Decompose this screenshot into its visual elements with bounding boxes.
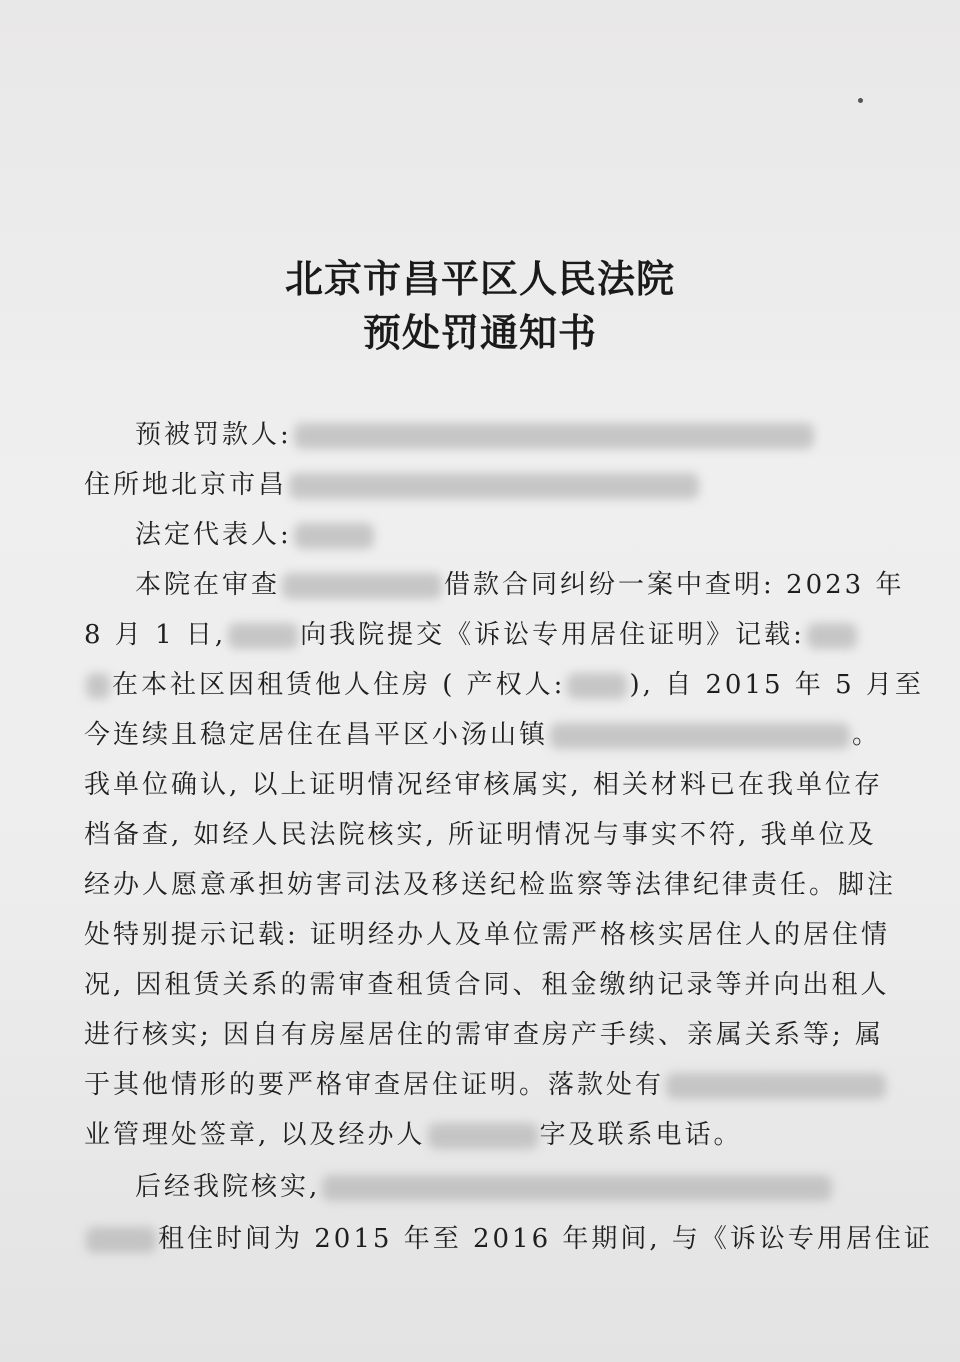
body-line <box>84 718 882 752</box>
line-text: 向我院提交《诉讼专用居住证明》记载: <box>300 620 805 650</box>
redaction-blur <box>567 673 627 699</box>
line-text: 预被罚款人: <box>135 420 292 450</box>
redaction-blur <box>228 623 298 649</box>
line-text: 今连续且稳定居住在昌平区小汤山镇 <box>84 720 549 750</box>
body-line <box>84 1118 874 1152</box>
body-line: 经办人愿意承担妨害司法及移送纪检监察等法律纪律责任。脚注 <box>84 870 897 900</box>
speck-mark <box>858 98 863 103</box>
redaction-blur <box>666 1073 886 1099</box>
body-line <box>84 668 924 702</box>
line-text: ), 自 2015 年 5 月至 <box>629 670 924 700</box>
body-line: 进行核实; 因自有房屋居住的需审查房产手续、亲属关系等; 属 <box>84 1020 885 1050</box>
line-text: 本院在审查 <box>135 570 281 600</box>
redaction-blur <box>550 723 850 749</box>
body-line <box>135 418 925 452</box>
redaction-blur <box>807 623 857 649</box>
body-line <box>84 1222 933 1256</box>
redaction-blur <box>322 1175 832 1201</box>
line-text: 在本社区因租赁他人住房 ( 产权人: <box>112 670 566 700</box>
body-line: 况, 因租赁关系的需审查租赁合同、租金缴纳记录等并向出租人 <box>84 970 890 1000</box>
body-line <box>84 1068 874 1102</box>
redaction-blur <box>86 673 110 699</box>
court-name: 北京市昌平区人民法院 <box>284 257 675 301</box>
line-text: 租住时间为 2015 年至 2016 年期间, 与《诉讼专用居住证 <box>158 1224 933 1254</box>
line-text: 法定代表人: <box>135 520 292 550</box>
body-line: 档备查, 如经人民法院核实, 所证明情况与事实不符, 我单位及 <box>84 820 877 850</box>
body-line <box>135 1170 925 1204</box>
line-text: 后经我院核实, <box>135 1172 321 1202</box>
body-line <box>84 468 874 502</box>
body-line <box>135 518 925 552</box>
line-text: 字及联系电话。 <box>539 1120 743 1150</box>
line-text: 于其他情形的要严格审查居住证明。落款处有 <box>84 1070 665 1100</box>
body-line: 处特别提示记载: 证明经办人及单位需严格核实居住人的居住情 <box>84 920 891 950</box>
line-text: 住所地北京市昌 <box>84 470 288 500</box>
document-title: 预处罚通知书 <box>362 311 597 355</box>
line-text: 业管理处签章, 以及经办人 <box>84 1120 426 1150</box>
body-line <box>135 568 925 602</box>
redaction-blur <box>294 423 814 449</box>
body-line: 我单位确认, 以上证明情况经审核属实, 相关材料已在我单位存 <box>84 770 884 800</box>
body-line <box>84 618 874 652</box>
line-text: 8 月 1 日, <box>84 620 227 650</box>
redaction-blur <box>428 1123 538 1149</box>
line-text: 借款合同纠纷一案中查明: 2023 年 <box>444 570 905 600</box>
redaction-blur <box>294 523 374 549</box>
line-text: 。 <box>852 720 882 750</box>
redaction-blur <box>86 1227 156 1253</box>
redaction-blur <box>289 473 699 499</box>
redaction-blur <box>282 573 442 599</box>
